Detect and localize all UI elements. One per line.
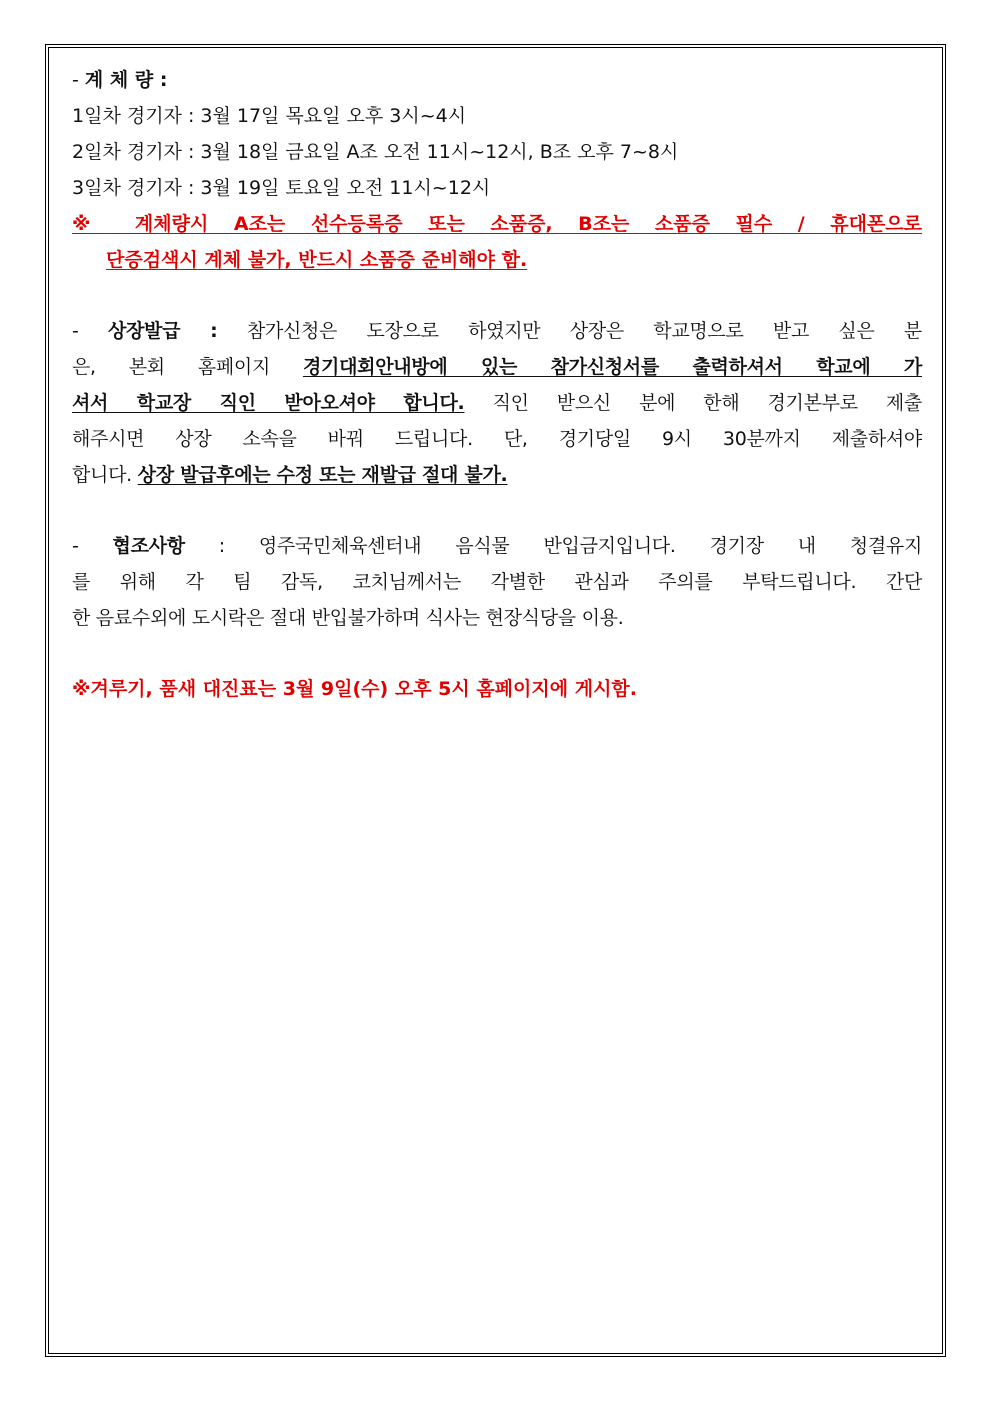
bracket-notice: ※겨루기, 품새 대진표는 3월 9일(수) 오후 5시 홈페이지에 게시함. bbox=[72, 678, 637, 700]
certificate-line-2: 은, 본회 홈페이지 경기대회안내방에 있는 참가신청서를 출력하셔서 학교에 가 bbox=[72, 356, 922, 378]
certificate-title: 상장발급 : bbox=[107, 320, 218, 342]
cooperation-title: 협조사항 bbox=[112, 535, 185, 557]
weigh-in-day-1: 1일차 경기자 : 3월 17일 목요일 오후 3시~4시 bbox=[72, 105, 467, 127]
weigh-in-day-3: 3일차 경기자 : 3월 19일 토요일 오전 11시~12시 bbox=[72, 177, 491, 199]
weigh-in-notice-line-1: ※ 계체량시 A조는 선수등록증 또는 소품증, B조는 소품증 필수 / 휴대폰으로 bbox=[72, 213, 922, 235]
weigh-in-day-2: 2일차 경기자 : 3월 18일 금요일 A조 오전 11시~12시, B조 오후 7~8시 bbox=[72, 141, 679, 163]
certificate-line-4: 해주시면 상장 소속을 바꿔 드립니다. 단, 경기당일 9시 30분까지 제출하셔야 bbox=[72, 428, 922, 450]
certificate-line-5: 합니다. 상장 발급후에는 수정 또는 재발급 절대 불가. bbox=[72, 464, 508, 486]
certificate-section bbox=[72, 313, 922, 493]
cooperation-line-2: 를 위해 각 팀 감독, 코치님께서는 각별한 관심과 주의를 부탁드립니다. 간단 bbox=[72, 571, 922, 593]
document-body bbox=[72, 62, 922, 707]
weigh-in-title: 계 체 량 : bbox=[84, 69, 168, 91]
cooperation-section bbox=[72, 528, 922, 636]
cooperation-line-3: 한 음료수외에 도시락은 절대 반입불가하며 식사는 현장식당을 이용. bbox=[72, 607, 624, 629]
certificate-line-1: - 상장발급 : 참가신청은 도장으로 하였지만 상장은 학교명으로 받고 싶은 분 bbox=[72, 320, 922, 342]
cooperation-line-1: - 협조사항 : 영주국민체육센터내 음식물 반입금지입니다. 경기장 내 청결유지 bbox=[72, 535, 922, 557]
weigh-in-section bbox=[72, 62, 922, 278]
weigh-in-heading: - 계 체 량 : bbox=[72, 69, 168, 91]
certificate-line-3: 셔서 학교장 직인 받아오셔야 합니다. 직인 받으신 분에 한해 경기본부로 제출 bbox=[72, 392, 922, 414]
weigh-in-notice-line-2: 단증검색시 계체 불가, 반드시 소품증 준비해야 함. bbox=[106, 249, 528, 271]
